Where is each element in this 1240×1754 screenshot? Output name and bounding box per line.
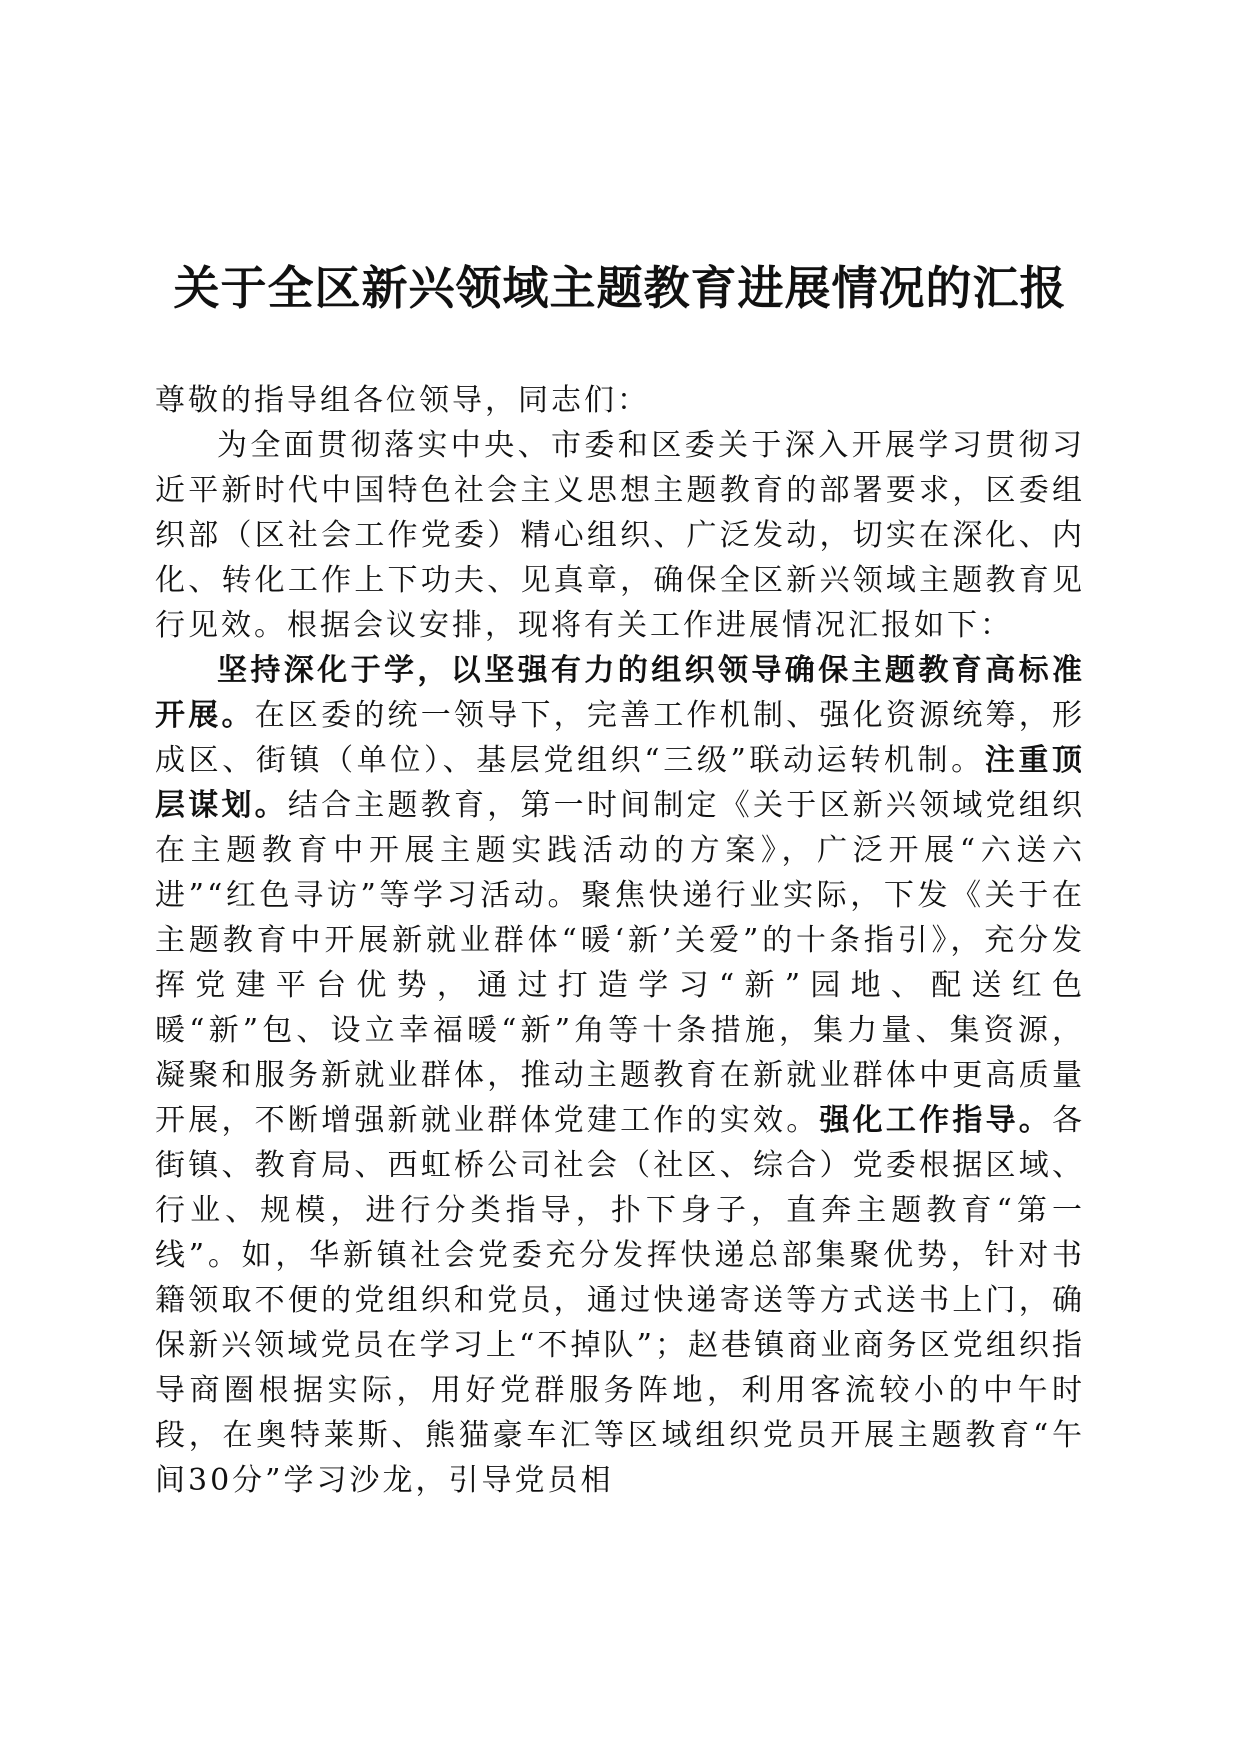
subsection-heading-planning: 注重顶层谋划。 bbox=[155, 743, 1085, 823]
section-heading: 坚持深化于学，以坚强有力的组织领导确保主题教育高标准开展。 bbox=[155, 653, 1085, 733]
section-text: 在区委的统一领导下，完善工作机制、强化资源统筹，形成区、街镇（单位）、基层党组织“三级”联动运转机制。 bbox=[155, 698, 1086, 778]
section-paragraph bbox=[155, 648, 1085, 1503]
subsection-text-guidance: 各街镇、教育局、西虹桥公司社会（社区、综合）党委根据区域、行业、规模，进行分类指导，扑下身子，直奔主题教育“第一线”。如，华新镇社会党委充分发挥快递总部集聚优势，针对书籍领取不便的党组织和党员，通过快递寄送等方式送书上门，确保新兴领域党员在学习上“不掉队”；赵巷镇商业商务区党组织指导商圈根据实际，用好党群服务阵地，利用客流较小的中午时段，在奥特莱斯、熊猫豪车汇等区域组织党员开展主题教育“午间30分”学习沙龙，引导党员相 bbox=[155, 1103, 1086, 1498]
salutation: 尊敬的指导组各位领导，同志们： bbox=[155, 383, 650, 418]
intro-paragraph: 为全面贯彻落实中央、市委和区委关于深入开展学习贯彻习近平新时代中国特色社会主义思想主题教育的部署要求，区委组织部（区社会工作党委）精心组织、广泛发动，切实在深化、内化、转化工作上下功夫、见真章，确保全区新兴领域主题教育见行见效。根据会议安排，现将有关工作进展情况汇报如下： bbox=[155, 428, 1085, 643]
subsection-text-planning: 结合主题教育，第一时间制定《关于区新兴领域党组织在主题教育中开展主题实践活动的方案》，广泛开展“六送六进”“红色寻访”等学习活动。聚焦快递行业实际，下发《关于在主题教育中开展新就业群体“暖‘新’关爱”的十条指引》，充分发挥党建平台优势，通过打造学习“新”园地、配送红色暖“新”包、设立幸福暖“新”角等十条措施，集力量、集资源，凝聚和服务新就业群体，推动主题教育在新就业群体中更高质量开展，不断增强新就业群体党建工作的实效。 bbox=[155, 788, 1086, 1138]
document-title: 关于全区新兴领域主题教育进展情况的汇报 bbox=[173, 261, 1067, 315]
subsection-heading-guidance: 强化工作指导。 bbox=[819, 1103, 1053, 1138]
document-body bbox=[155, 378, 1085, 1503]
